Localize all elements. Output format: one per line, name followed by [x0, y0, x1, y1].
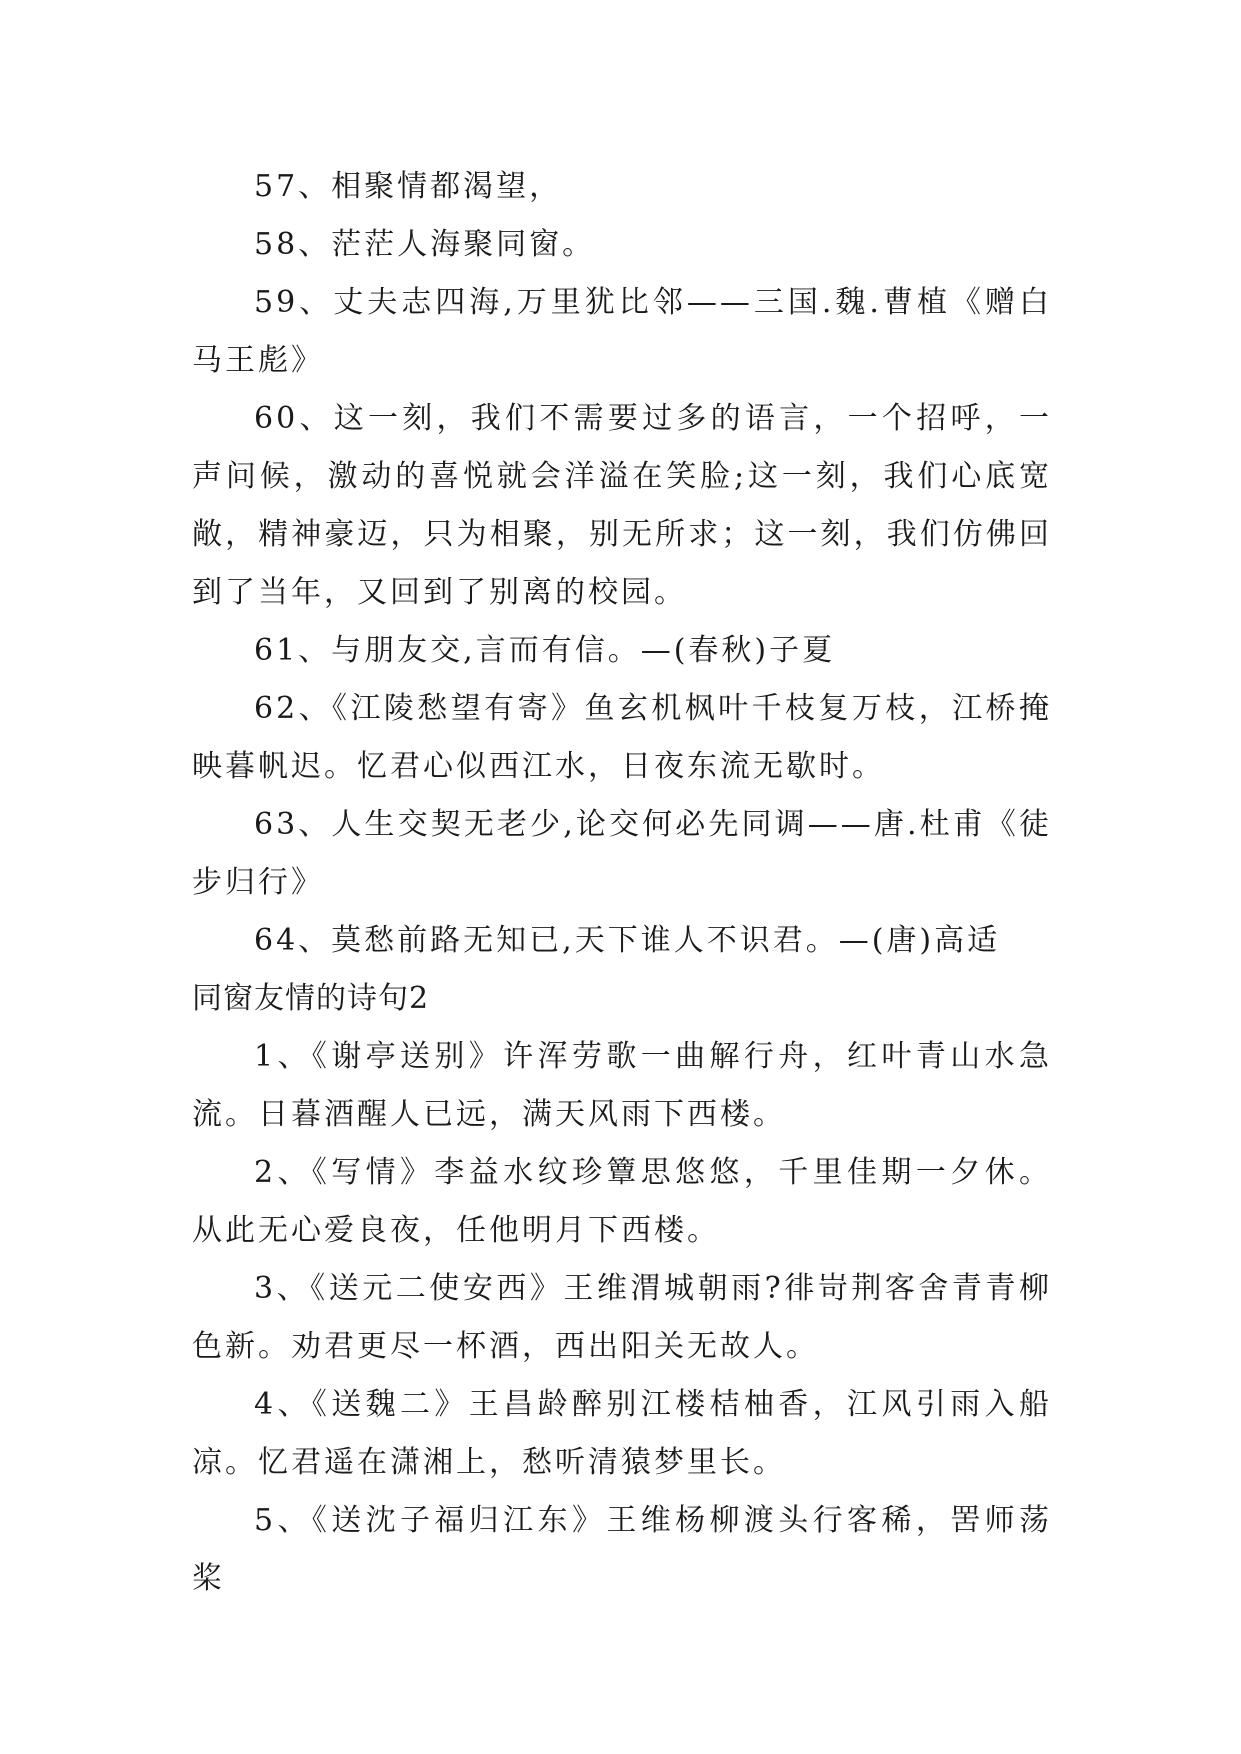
poem-paragraph-2: 2、《写情》李益水纹珍簟思悠悠，千里佳期一夕休。从此无心爱良夜，任他明月下西楼。 — [192, 1155, 1052, 1248]
paragraph-61: 61、与朋友交,言而有信。—(春秋)子夏 — [254, 633, 836, 668]
paragraph-60: 60、这一刻，我们不需要过多的语言，一个招呼，一声问候，激动的喜悦就会洋溢在笑脸;这一刻，我们心底宽敞，精神豪迈，只为相聚，别无所求；这一刻，我们仿佛回到了当年，又回到了别离的校园。 — [192, 401, 1052, 610]
poem-paragraph-3: 3、《送元二使安西》王维渭城朝雨?徘岢荆客舍青青柳色新。劝君更尽一杯酒，西出阳关无故人。 — [192, 1271, 1052, 1364]
document-body — [192, 158, 1052, 1608]
paragraph-64: 64、莫愁前路无知已,天下谁人不识君。—(唐)高适 — [254, 923, 1001, 958]
poem-paragraph-4: 4、《送魏二》王昌龄醉别江楼桔柚香，江风引雨入船凉。忆君遥在潇湘上，愁听清猿梦里长。 — [192, 1387, 1052, 1480]
poem-paragraph-1: 1、《谢亭送别》许浑劳歌一曲解行舟，红叶青山水急流。日暮酒醒人已远，满天风雨下西楼。 — [192, 1039, 1052, 1132]
section-heading: 同窗友情的诗句2 — [192, 981, 430, 1016]
paragraph-57: 57、相聚情都渴望， — [254, 169, 563, 204]
poem-paragraph-5: 5、《送沈子福归江东》王维杨柳渡头行客稀，罟师荡桨 — [192, 1503, 1052, 1596]
paragraph-59: 59、丈夫志四海,万里犹比邻——三国.魏.曹植《赠白马王彪》 — [192, 285, 1052, 378]
paragraph-63: 63、人生交契无老少,论交何必先同调——唐.杜甫《徒步归行》 — [192, 807, 1052, 900]
paragraph-62: 62、《江陵愁望有寄》鱼玄机枫叶千枝复万枝，江桥掩映暮帆迟。忆君心似西江水，日夜东流无歇时。 — [192, 691, 1052, 784]
paragraph-58: 58、茫茫人海聚同窗。 — [254, 227, 596, 262]
